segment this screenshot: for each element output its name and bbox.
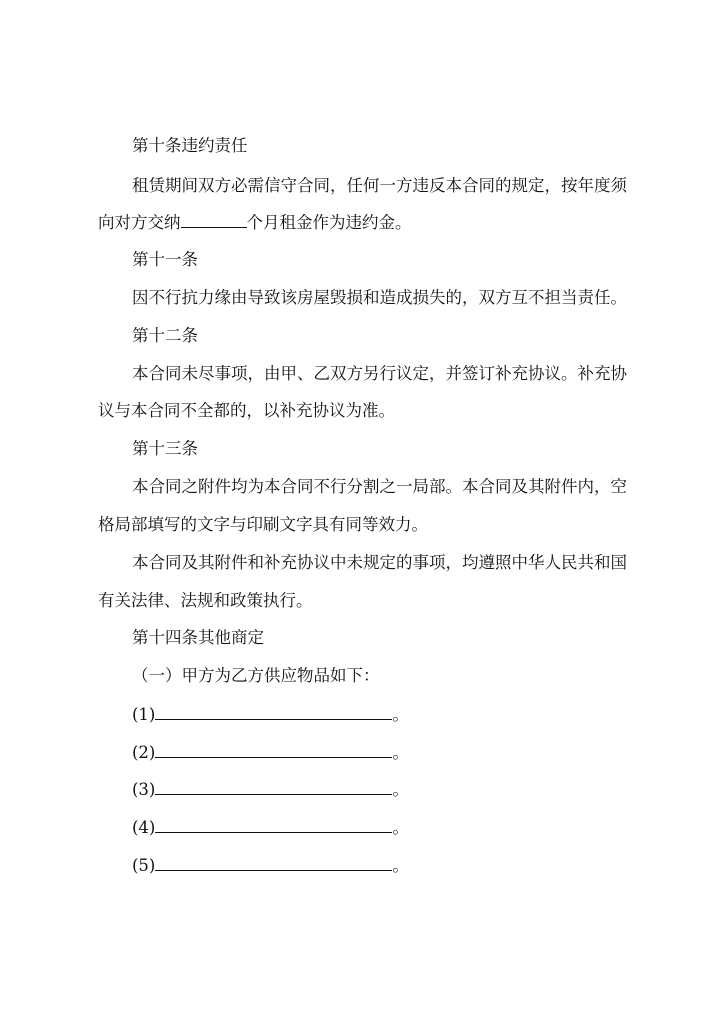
article-10-body-line-2-prefix: 向对方交纳 xyxy=(98,213,181,232)
article-13-para-1-line-1: 本合同之附件均为本合同不行分割之一局部。本合同及其附件内，空 xyxy=(132,477,627,496)
article-11-body: 因不行抗力缘由导致该房屋毁损和造成损失的，双方互不担当责任。 xyxy=(132,288,627,307)
supply-item-end: 。 xyxy=(392,743,409,762)
article-14-title: 第十四条其他商定 xyxy=(132,628,264,647)
supply-item-number: (1) xyxy=(132,705,156,724)
penalty-months-blank[interactable] xyxy=(181,212,247,228)
supply-item-1 xyxy=(132,704,677,724)
supply-item-end: 。 xyxy=(392,780,409,799)
supply-item-end: 。 xyxy=(392,856,409,875)
article-10-title: 第十条违约责任 xyxy=(132,136,248,155)
supply-item-blank[interactable] xyxy=(155,742,392,758)
supply-item-number: (5) xyxy=(132,856,156,875)
article-10-body-line-2 xyxy=(98,212,643,232)
article-11-title: 第十一条 xyxy=(132,250,198,269)
supply-item-blank[interactable] xyxy=(155,704,392,720)
supply-item-blank[interactable] xyxy=(155,817,392,833)
article-13-para-2-line-2: 有关法律、法规和政策执行。 xyxy=(98,591,313,610)
supply-item-end: 。 xyxy=(392,818,409,837)
supply-item-3 xyxy=(132,779,677,799)
supply-item-2 xyxy=(132,742,677,762)
article-14-sub-1: （一）甲方为乙方供应物品如下： xyxy=(132,666,380,685)
article-12-body-line-1: 本合同未尽事项，由甲、乙双方另行议定，并签订补充协议。补充协 xyxy=(132,364,627,383)
article-10-body-line-1: 租赁期间双方必需信守合同，任何一方违反本合同的规定，按年度须 xyxy=(132,176,627,195)
article-13-para-1-line-2: 格局部填写的文字与印刷文字具有同等效力。 xyxy=(98,515,428,534)
supply-item-blank[interactable] xyxy=(155,779,392,795)
article-12-body-line-2: 议与本合同不全都的，以补充协议为准。 xyxy=(98,401,395,420)
article-12-title: 第十二条 xyxy=(132,326,198,345)
supply-item-end: 。 xyxy=(392,705,409,724)
supply-item-4 xyxy=(132,817,677,837)
supply-item-blank[interactable] xyxy=(155,855,392,871)
article-13-para-2-line-1: 本合同及其附件和补充协议中未规定的事项，均遵照中华人民共和国 xyxy=(132,553,627,572)
article-13-title: 第十三条 xyxy=(132,439,198,458)
article-10-body-line-2-suffix: 个月租金作为违约金。 xyxy=(246,213,412,232)
supply-item-number: (2) xyxy=(132,743,156,762)
supply-item-5 xyxy=(132,855,677,875)
supply-item-number: (3) xyxy=(132,780,156,799)
supply-item-number: (4) xyxy=(132,818,156,837)
